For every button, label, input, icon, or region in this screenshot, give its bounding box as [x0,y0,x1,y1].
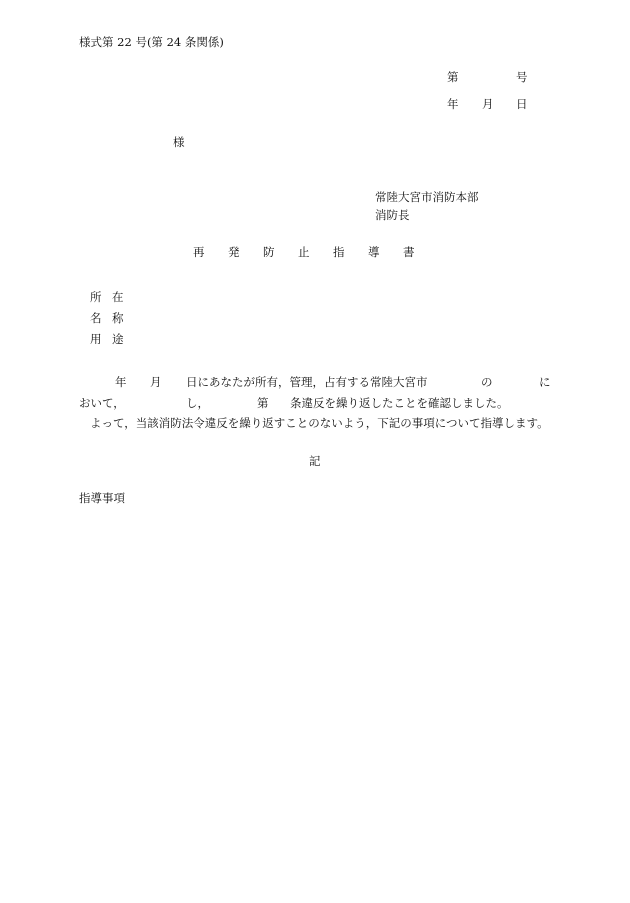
field-label-char: 在 [112,290,124,304]
ki-note: 記 [309,454,321,468]
body-line-1 [79,375,554,389]
title-char: 指 [333,245,345,259]
body-line-1-text: 日にあなたが所有，管理，占有する常陸大宮市 [186,375,428,389]
body-year-label: 年 [115,375,127,389]
sender-title: 消防長 [375,208,410,222]
guidance-heading: 指導事項 [79,491,125,505]
field-name [90,311,124,332]
property-fields [90,290,124,353]
title-char: 再 [193,245,205,259]
body-no: の [481,375,493,389]
field-use [90,332,124,353]
form-number: 様式第 22 号(第 24 条関係) [79,35,224,49]
field-location [90,290,124,311]
body-line-3: よって，当該消防法令違反を繰り返すことのないよう，下記の事項について指導します。 [90,416,549,430]
body-line-2 [79,396,554,410]
title-char: 止 [298,245,310,259]
title-char: 発 [228,245,240,259]
date-day-label: 日 [516,97,528,111]
sender-organization: 常陸大宮市消防本部 [375,190,479,204]
title-char: 防 [263,245,275,259]
addressee-honorific: 様 [173,135,185,149]
title-char: 書 [403,245,415,259]
body-shi: し， [186,396,209,410]
date-year-label: 年 [447,97,459,111]
body-month-label: 月 [150,375,162,389]
field-label-char: 所 [90,290,102,304]
doc-number-suffix: 号 [516,70,528,84]
field-label-char: 用 [90,332,102,346]
field-label-char: 称 [112,311,124,325]
body-dai: 第 [257,396,269,410]
date-month-label: 月 [482,97,494,111]
document-title [193,245,438,259]
doc-number-prefix: 第 [447,70,459,84]
body-line-2-rest: 条違反を繰り返したことを確認しました。 [290,396,509,410]
body-ni: に [539,375,551,389]
body-oite: おいて， [79,396,125,410]
title-char: 導 [368,245,380,259]
field-label-char: 名 [90,311,102,325]
field-label-char: 途 [112,332,124,346]
